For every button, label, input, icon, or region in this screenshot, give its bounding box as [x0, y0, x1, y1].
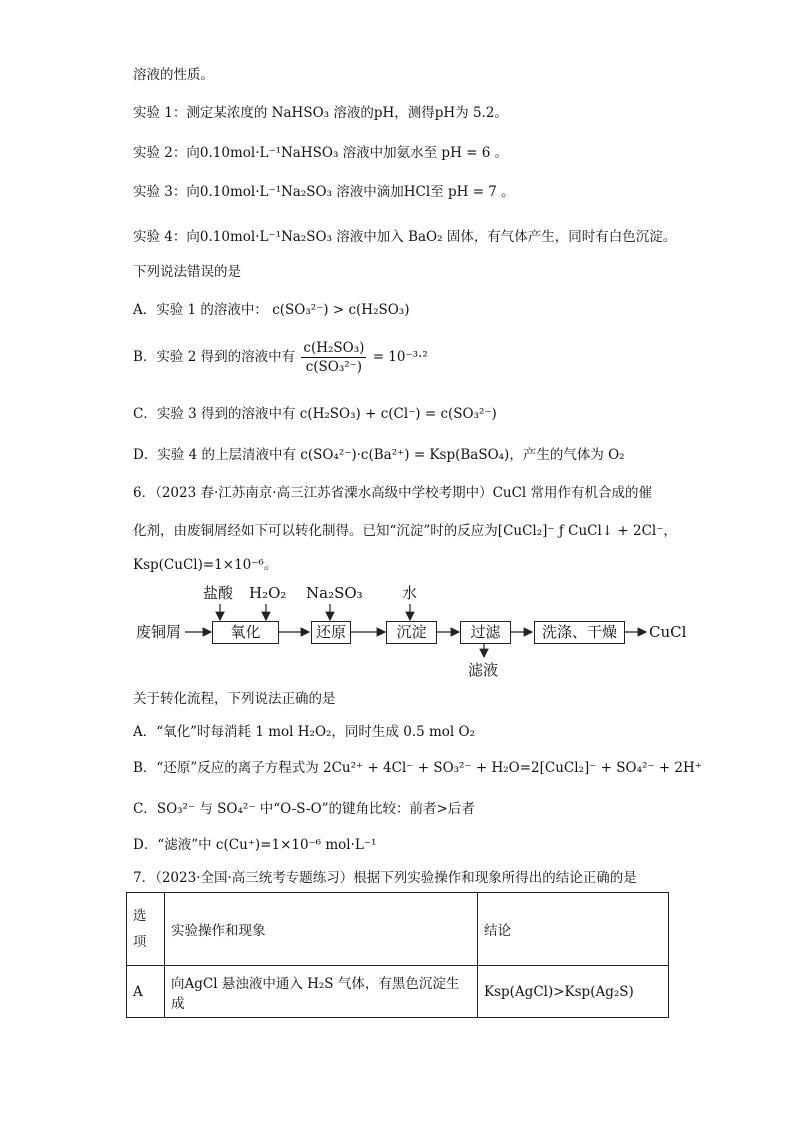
flow-step-filtration: 过滤 [460, 621, 511, 644]
flow-step-precipitation: 沉淀 [386, 621, 437, 644]
reagent-na2so3: Na₂SO₃ [306, 584, 363, 602]
q6-option-b: B．“还原”反应的离子方程式为 2Cu²⁺ + 4Cl⁻ + SO₃²⁻ + H₂O=2[CuCl₂]⁻ + SO₄²⁻ + 2H⁺ [133, 760, 702, 776]
experiment-label: 实验 1： [133, 105, 187, 121]
q5-option-d: D．实验 4 的上层清液中有 c(SO₄²⁻)·c(Ba²⁺) = Ksp(BaSO₄)，产生的气体为 O₂ [133, 447, 625, 463]
reagent-water: 水 [402, 584, 418, 602]
experiment-label: 实验 4： [133, 229, 187, 245]
reagent-hcl: 盐酸 [203, 584, 234, 602]
q6-line-2: 化剂，由废铜屑经如下可以转化制得。已知“沉淀”时的反应为[CuCl₂]⁻ ƒ CuCl↓ + 2Cl⁻， [133, 523, 677, 539]
experiment-label: 实验 2： [133, 145, 187, 161]
flow-step-reduction: 还原 [311, 621, 351, 644]
experiment-text: 测定某浓度的 NaHSO₃ 溶液的pH，测得pH为 5.2。 [186, 105, 508, 121]
table-header-row [127, 893, 669, 966]
fraction-denominator: c(SO₃²⁻) [305, 359, 363, 375]
q6-line-1: 6．（2023 春·江苏南京·高三江苏省溧水高级中学校考期中）CuCl 常用作有机合成的催 [133, 485, 653, 501]
experiment-text: 向0.10mol·L⁻¹Na₂SO₃ 溶液中加入 BaO₂ 固体，有气体产生，同时有白色沉淀。 [186, 229, 677, 245]
table-header-operation: 实验操作和现象 [165, 893, 478, 966]
q5-option-c: C．实验 3 得到的溶液中有 c(H₂SO₃) + c(Cl⁻) = c(SO₃²⁻) [133, 406, 497, 422]
flow-start: 废铜屑 [136, 623, 182, 641]
table-header-option: 选项 [127, 893, 165, 966]
q6-option-c: C．SO₃²⁻ 与 SO₄²⁻ 中“O-S-O”的键角比较：前者>后者 [133, 801, 475, 817]
option-b-suffix: = 10⁻³·² [372, 349, 428, 365]
flow-step-oxidation: 氧化 [212, 621, 279, 644]
reagent-h2o2: H₂O₂ [249, 584, 287, 602]
q6-stem: 关于转化流程，下列说法正确的是 [133, 691, 336, 707]
table-row [127, 966, 669, 1018]
experiment-label: 实验 3： [133, 184, 187, 200]
experiment-text: 向0.10mol·L⁻¹Na₂SO₃ 溶液中滴加HCl至 pH = 7 。 [186, 184, 515, 200]
table-cell-option: A [127, 966, 165, 1018]
option-b-prefix: B．实验 2 得到的溶液中有 [133, 349, 296, 365]
fraction-numerator: c(H₂SO₃) [303, 340, 365, 356]
table-cell-conclusion: Ksp(AgCl)>Ksp(Ag₂S) [478, 966, 669, 1018]
experiment-text: 向0.10mol·L⁻¹NaHSO₃ 溶液中加氨水至 pH = 6 。 [186, 145, 509, 161]
q5-option-a: A．实验 1 的溶液中： c(SO₃²⁻) > c(H₂SO₃) [133, 302, 410, 318]
q5-stem: 下列说法错误的是 [133, 264, 241, 280]
flow-filtrate: 滤液 [468, 661, 499, 679]
flow-end: CuCl [649, 623, 687, 641]
q7-table [126, 892, 669, 1018]
intro-line: 溶液的性质。 [133, 67, 214, 83]
q6-option-d: D．“滤液”中 c(Cu⁺)=1×10⁻⁶ mol·L⁻¹ [133, 837, 377, 853]
q7-stem: 7．（2023·全国·高三统考专题练习）根据下列实验操作和现象所得出的结论正确的是 [133, 870, 637, 886]
flow-step-wash-dry: 洗涤、干燥 [534, 621, 625, 644]
table-cell-operation: 向AgCl 悬浊液中通入 H₂S 气体，有黑色沉淀生成 [165, 966, 478, 1018]
q6-option-a: A．“氧化”时每消耗 1 mol H₂O₂，同时生成 0.5 mol O₂ [133, 724, 475, 740]
table-header-conclusion: 结论 [478, 893, 669, 966]
q6-line-3: Ksp(CuCl)=1×10⁻⁶。 [133, 557, 278, 573]
